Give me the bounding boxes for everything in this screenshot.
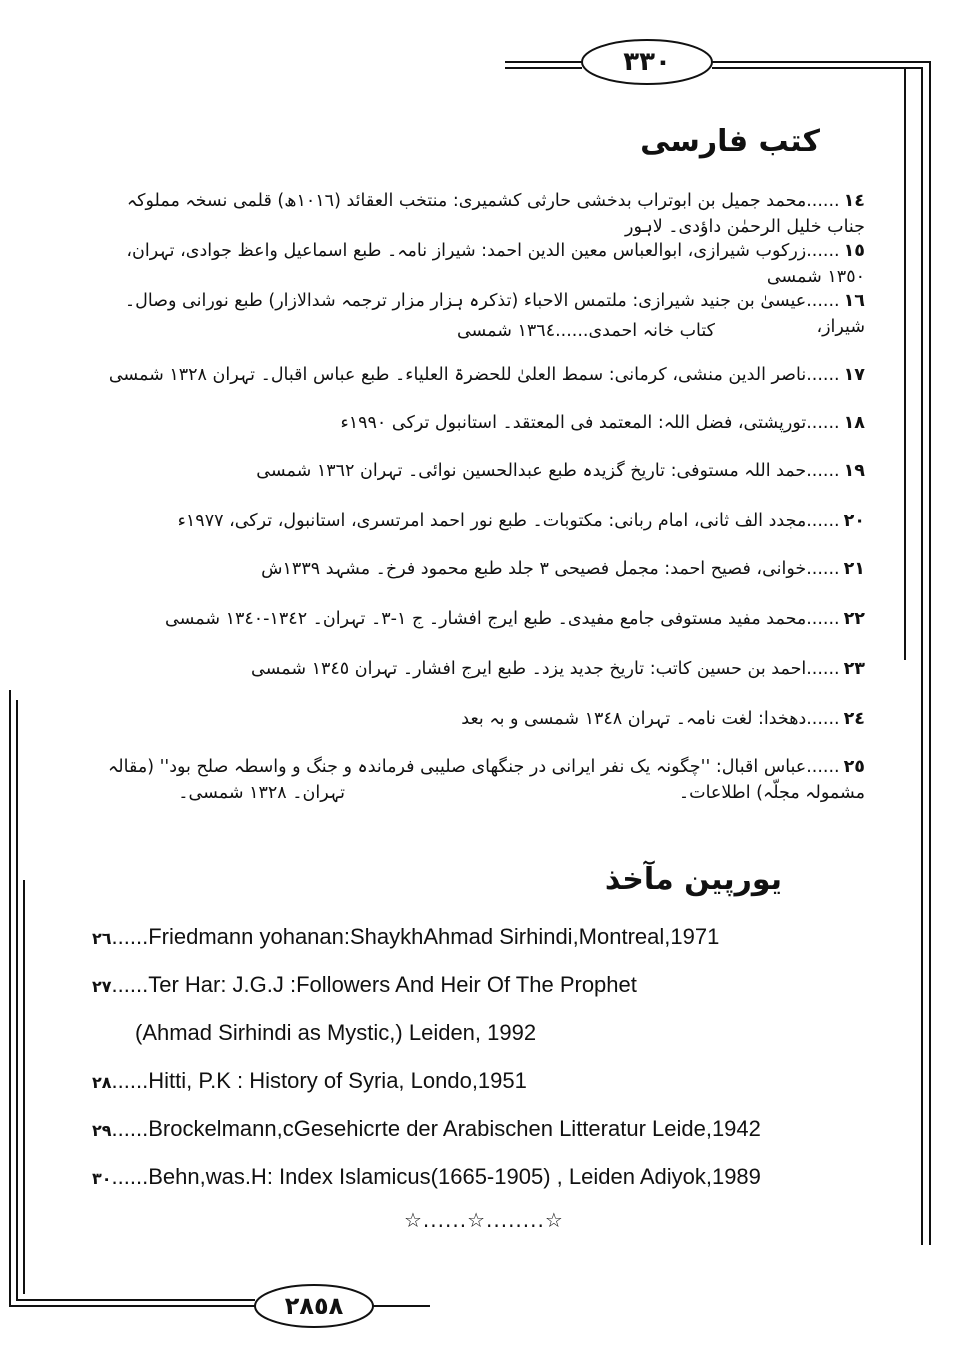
list-item: ٢٢......محمد مفید مستوفی جامع مفیدی۔ طبع ایرج افشار۔ ج ١-٣۔ تہران۔ ١٣٤٢-١٣٤٠ شمسی	[165, 609, 865, 629]
list-item: ٢٠......مجدد الف ثانی، امام ربانی: مکتوبات۔ طبع نور احمد امرتسری، استانبول، ترکی، ١٩٧٧ء	[177, 511, 865, 531]
list-item: ١٥......زرکوب شیرازی، ابوالعباس معین الدین احمد: شیراز نامہ۔ طبع اسماعیل واعظ جوادی، تہران، ١٣٥٠ شمسی	[126, 241, 865, 287]
list-item: ٢١......خوانی، فصیح احمد: مجمل فصیحی ٣ جلد طبع محمود فرخ۔ مشہد ١٣٣٩ش	[261, 559, 865, 579]
list-item-continuation: تہران۔ ١٣٢٨ شمسی۔	[178, 783, 345, 803]
persian-books-heading: کتب فارسی	[640, 124, 820, 159]
european-sources-list	[92, 922, 852, 1210]
list-item: ١٨......تورپشتی، فضل اللہ: المعتمد فی المعتقد۔ استانبول ترکی ١٩٩٠ء	[340, 413, 865, 433]
list-item: ٢٥......عباس اقبال: ''چگونہ یک نفر ایرانی در جنگھای صلیبی فرماندہ و جنگ و واسطہ صلح بود'' (مقالہ مشمولہ مجلّہ) اطلاعات۔	[108, 757, 865, 803]
list-item: ١٤......محمد جمیل بن ابوتراب بدخشی حارثی کشمیری: منتخب العقائد (١٠١٦ھ) قلمی نسخہ مملوکہ جناب خلیل الرحمٰن داؤدی۔ لاہور	[126, 191, 865, 237]
list-item: ٢٤......دھخدا: لغت نامہ۔ تہران ١٣٤٨ شمسی و بہ بعد	[461, 709, 865, 729]
list-item: ١٦......عیسیٰ بن جنید شیرازی: ملتمس الاحباء (تذکرہ ہزار مزار ترجمہ شدالازار) طبع نورانی وصال۔ شیراز،	[124, 291, 865, 337]
end-mark: ☆......☆........☆	[404, 1208, 564, 1232]
european-sources-heading: یورپین مآخذ	[604, 862, 782, 897]
list-item: ٢٣......احمد بن حسین کاتب: تاریخ جدید یزد۔ طبع ایرج افشار۔ تہران ١٣٤٥ شمسی	[251, 659, 865, 679]
persian-books-list	[85, 188, 865, 806]
page-number-top: ٣٣٠	[623, 47, 671, 77]
list-item: ٢٩......Brockelmann,cGesehicrte der Arabischen Litteratur Leide,1942	[92, 1116, 761, 1141]
list-item: ٢٨......Hitti, P.K : History of Syria, Londo,1951	[92, 1068, 527, 1093]
list-item: ٢٦......Friedmann yohanan:ShaykhAhmad Sirhindi,Montreal,1971	[92, 924, 720, 949]
list-item-continuation: کتاب خانہ احمدی......١٣٦٤ شمسی	[456, 321, 715, 341]
list-item: ٢٧......Ter Har: J.G.J :Followers And Heir Of The Prophet	[92, 972, 637, 997]
page-number-bottom: ٢٨٥٨	[284, 1292, 344, 1320]
list-item: ٣٠......Behn,was.H: Index Islamicus(1665-1905) , Leiden Adiyok,1989	[92, 1164, 761, 1189]
list-item: ١٧......ناصر الدین منشی، کرمانی: سمط العلیٰ للحضرۃ العلیاء۔ طبع عباس اقبال۔ تہران ١٣٢٨ شمسی	[108, 365, 865, 385]
list-item-continuation: (Ahmad Sirhindi as Mystic,) Leiden, 1992	[135, 1020, 537, 1045]
list-item: ١٩......حمد اللہ مستوفی: تاریخ گزیدہ طبع عبدالحسین نوائی۔ تہران ١٣٦٢ شمسی	[256, 461, 865, 481]
